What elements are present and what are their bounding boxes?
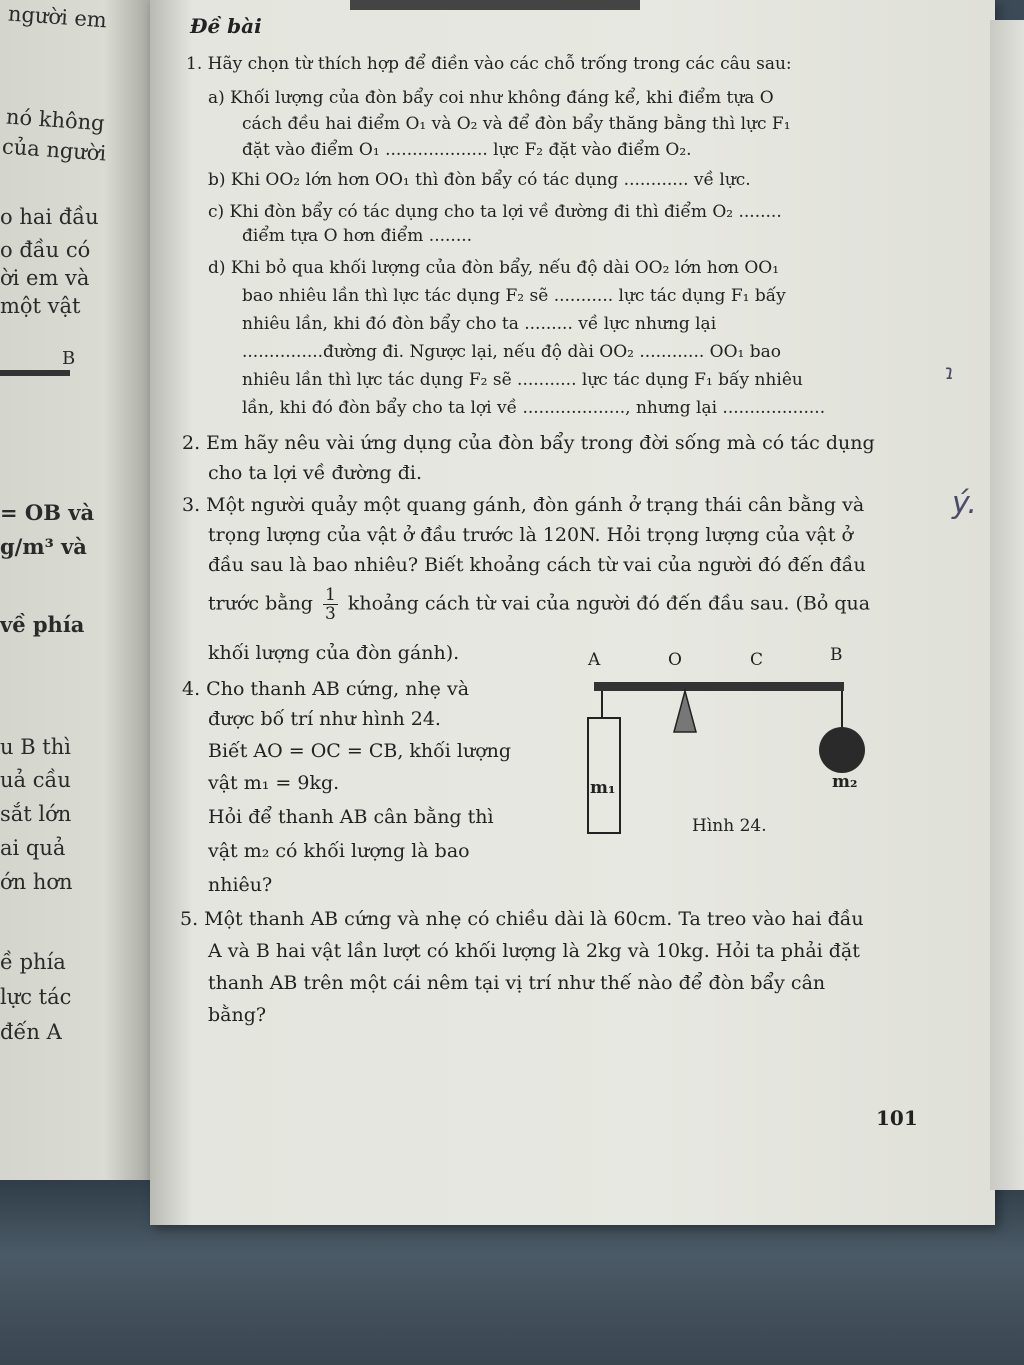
handwritten-mark: ɿ [944, 360, 955, 384]
q3-line3: đầu sau là bao nhiêu? Biết khoảng cách từ vai của người đó đến đầu [208, 554, 866, 576]
q1-d-line4: ...............đường đi. Ngược lại, nếu độ dài OO₂ ............ OO₁ bao [242, 342, 781, 362]
left-page-line: về phía [0, 612, 85, 637]
left-page-line: g/m³ và [0, 534, 87, 559]
left-page-line: người em [7, 1, 108, 33]
label-m2: m₂ [832, 772, 858, 792]
fraction-one-third [323, 586, 338, 623]
label-b: B [830, 645, 843, 665]
q3-line4-end: khoảng cách từ vai của người đó đến đầu sau. (Bỏ qua [347, 592, 871, 615]
label-c: C [750, 650, 764, 670]
q1-d-line6: lần, khi đó đòn bẩy cho ta lợi về ..................., nhưng lại ................... [242, 398, 826, 418]
figure-caption: Hình 24. [692, 816, 767, 836]
q1-d-line3: nhiêu lần, khi đó đòn bẩy cho ta ......... về lực nhưng lại [242, 314, 717, 334]
handwritten-mark: ý. [952, 486, 977, 521]
left-page-line: ớn hơn [0, 870, 73, 894]
left-page-line: đến A [0, 1020, 62, 1044]
fulcrum-wedge [674, 691, 696, 732]
left-page-line: o đầu có [0, 238, 91, 262]
q1-a-line2: cách đều hai điểm O₁ và O₂ và để đòn bẩy thăng bằng thì lực F₁ [242, 114, 791, 134]
q1-d-line5: nhiêu lần thì lực tác dụng F₂ sẽ ........... lực tác dụng F₁ bấy nhiêu [242, 370, 803, 390]
left-page-line: của người [1, 134, 108, 166]
mass-m2-ball [819, 727, 865, 773]
left-page-line: uả cầu [0, 768, 71, 792]
label-a: A [588, 650, 601, 670]
q5-line1: 5. Một thanh AB cứng và nhẹ có chiều dài là 60cm. Ta treo vào hai đầu [180, 908, 864, 930]
label-o: O [668, 650, 682, 670]
left-page-line: nó không [5, 104, 106, 136]
q3-line4 [208, 586, 870, 623]
q1-intro: 1. Hãy chọn từ thích hợp để điền vào các chỗ trống trong các câu sau: [186, 54, 792, 74]
lever-figure-24 [580, 640, 880, 850]
q3-line5: khối lượng của đòn gánh). [208, 642, 460, 664]
q4-line6: vật m₂ có khối lượng là bao [208, 840, 470, 862]
q1-b-line1: b) Khi OO₂ lớn hơn OO₁ thì đòn bẩy có tác dụng ............ về lực. [208, 170, 751, 190]
label-m1: m₁ [590, 778, 616, 798]
fraction-denominator: 3 [325, 604, 336, 624]
left-page-line: ai quả [0, 836, 66, 860]
q1-a-line1: a) Khối lượng của đòn bẩy coi như không đáng kể, khi điểm tựa O [208, 88, 774, 108]
left-page-line: ời em và [0, 266, 90, 290]
section-title: Đề bài [190, 14, 262, 38]
q5-line4: bằng? [208, 1004, 267, 1026]
mass-m1-block [588, 718, 620, 833]
left-page-line: o hai đầu [0, 205, 99, 229]
left-page-line: = OB và [0, 500, 95, 525]
q4-line7: nhiêu? [208, 874, 273, 896]
q1-c-line2: điểm tựa O hơn điểm ........ [242, 226, 473, 246]
q4-line4: vật m₁ = 9kg. [208, 772, 340, 794]
q2-line2: cho ta lợi về đường đi. [208, 462, 423, 484]
q5-line3: thanh AB trên một cái nêm tại vị trí như thế nào để đòn bẩy cân [208, 972, 826, 994]
left-lever-bar [0, 370, 70, 376]
q3-line1: 3. Một người quảy một quang gánh, đòn gánh ở trạng thái cân bằng và [182, 494, 865, 516]
fraction-numerator: 1 [325, 585, 336, 605]
q3-line4-start: trước bằng [208, 592, 313, 615]
lever-bar-ab [594, 682, 844, 691]
left-page-line: u B thì [0, 735, 71, 759]
q1-c-line1: c) Khi đòn bẩy có tác dụng cho ta lợi về đường đi thì điểm O₂ ........ [208, 202, 782, 222]
page-number: 101 [876, 1106, 918, 1130]
left-page-line: ề phía [0, 950, 66, 974]
left-page-line: sắt lớn [0, 802, 72, 826]
q1-a-line3: đặt vào điểm O₁ ................... lực F₂ đặt vào điểm O₂. [242, 140, 692, 160]
page-edge [990, 20, 1024, 1190]
q1-d-line2: bao nhiêu lần thì lực tác dụng F₂ sẽ ........... lực tác dụng F₁ bấy [242, 286, 786, 306]
left-page-line: lực tác [0, 985, 72, 1009]
q2-line1: 2. Em hãy nêu vài ứng dụng của đòn bẩy trong đời sống mà có tác dụng [182, 432, 875, 454]
header-bar [350, 0, 640, 10]
q1-d-line1: d) Khi bỏ qua khối lượng của đòn bẩy, nếu độ dài OO₂ lớn hơn OO₁ [208, 258, 780, 278]
q3-line2: trọng lượng của vật ở đầu trước là 120N. Hỏi trọng lượng của vật ở [208, 524, 853, 546]
q4-line3: Biết AO = OC = CB, khối lượng [208, 740, 512, 762]
left-page-line: B [62, 348, 76, 369]
q4-line1: 4. Cho thanh AB cứng, nhẹ và [182, 678, 470, 700]
q4-line2: được bố trí như hình 24. [208, 708, 441, 730]
left-page-line: một vật [0, 294, 81, 318]
q5-line2: A và B hai vật lần lượt có khối lượng là 2kg và 10kg. Hỏi ta phải đặt [208, 940, 860, 962]
q4-line5: Hỏi để thanh AB cân bằng thì [208, 806, 494, 828]
